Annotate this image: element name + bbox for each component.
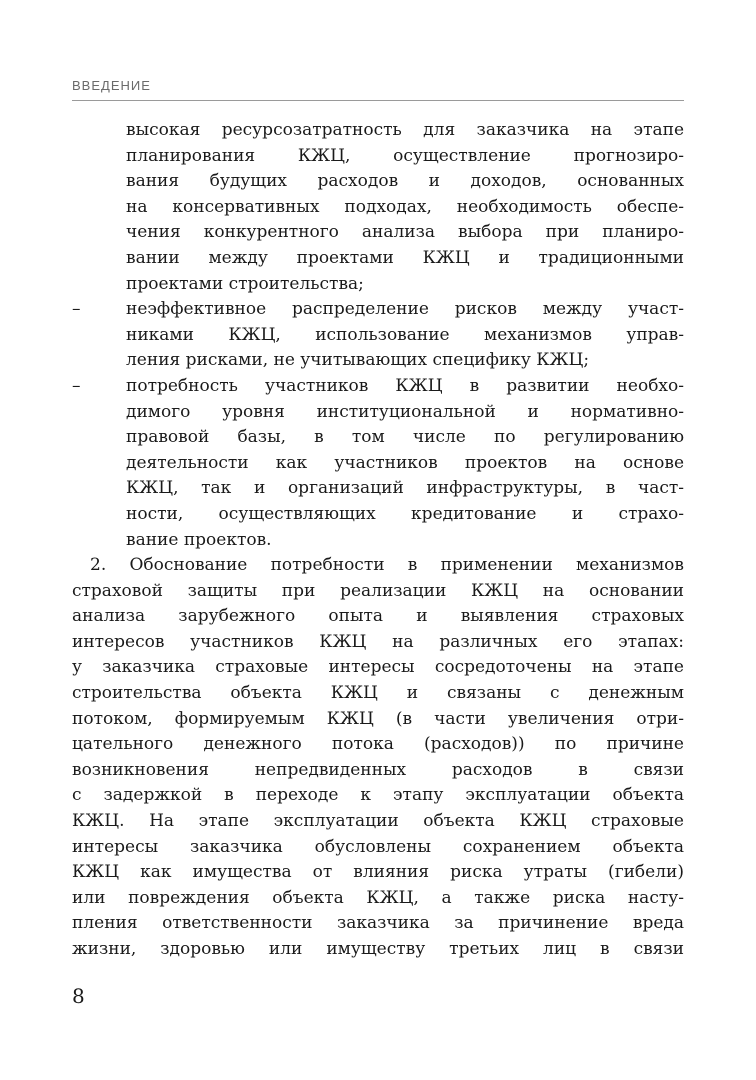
text-line: планирования КЖЦ, осуществление прогнозиро- [126, 145, 684, 166]
text-line: неэффективное распределение рисков между участ- [126, 299, 684, 320]
bullet-dash: – [72, 375, 81, 396]
text-line: вании между проектами КЖЦ и традиционными [126, 247, 684, 268]
text-line: на консервативных подходах, необходимость обеспе- [126, 196, 684, 217]
page-body [72, 118, 684, 963]
text-line: потоком, формируемым КЖЦ (в части увеличения отри- [72, 708, 684, 729]
text-line: высокая ресурсозатратность для заказчика на этапе [126, 120, 684, 140]
text-line: чения конкурентного анализа выбора при планиро- [126, 222, 684, 243]
text-line: или повреждения объекта КЖЦ, а также риска насту- [72, 887, 684, 908]
text-line: у заказчика страховые интересы сосредоточены на этапе [72, 657, 684, 678]
text-line: КЖЦ, так и организаций инфраструктуры, в част- [126, 478, 684, 499]
text-line: потребность участников КЖЦ в развитии необхо- [126, 375, 684, 396]
text-line: проектами строительства; [126, 273, 364, 294]
text-line: анализа зарубежного опыта и выявления страховых [72, 606, 684, 627]
text-line: 2. Обоснование потребности в применении механизмов [90, 555, 684, 576]
text-line: цательного денежного потока (расходов)) по причине [72, 734, 684, 755]
text-line: страховой защиты при реализации КЖЦ на основании [72, 580, 684, 601]
text-line: правовой базы, в том числе по регулированию [126, 427, 684, 448]
list-item [72, 374, 684, 400]
running-head: ВВЕДЕНИЕ [72, 78, 151, 93]
text-line: ления рисками, не учитывающих специфику КЖЦ; [126, 350, 590, 371]
text-line: жизни, здоровью или имуществу третьих лиц в связи [72, 939, 684, 959]
text-line: никами КЖЦ, использование механизмов управ- [126, 324, 684, 345]
header-divider [72, 100, 684, 101]
text-line: интересов участников КЖЦ на различных его этапах: [72, 631, 684, 652]
text-line: вание проектов. [126, 529, 272, 550]
text-line: вания будущих расходов и доходов, основанных [126, 171, 684, 192]
text-line: ности, осуществляющих кредитование и страхо- [126, 503, 684, 524]
text-line: строительства объекта КЖЦ и связаны с денежным [72, 683, 684, 704]
bullet-dash: – [72, 299, 81, 320]
page-number: 8 [72, 984, 85, 1008]
list-item [72, 297, 684, 323]
text-line: КЖЦ. На этапе эксплуатации объекта КЖЦ страховые [72, 811, 684, 832]
text-line: с задержкой в переходе к этапу эксплуатации объекта [72, 785, 684, 806]
text-line: пления ответственности заказчика за причинение вреда [72, 913, 684, 934]
text-line: деятельности как участников проектов на основе [126, 452, 684, 473]
text-line: интересы заказчика обусловлены сохранением объекта [72, 836, 684, 857]
text-line: димого уровня институциональной и нормативно- [126, 401, 684, 422]
text-line: КЖЦ как имущества от влияния риска утраты (гибели) [72, 862, 684, 883]
text-line: возникновения непредвиденных расходов в связи [72, 759, 684, 780]
